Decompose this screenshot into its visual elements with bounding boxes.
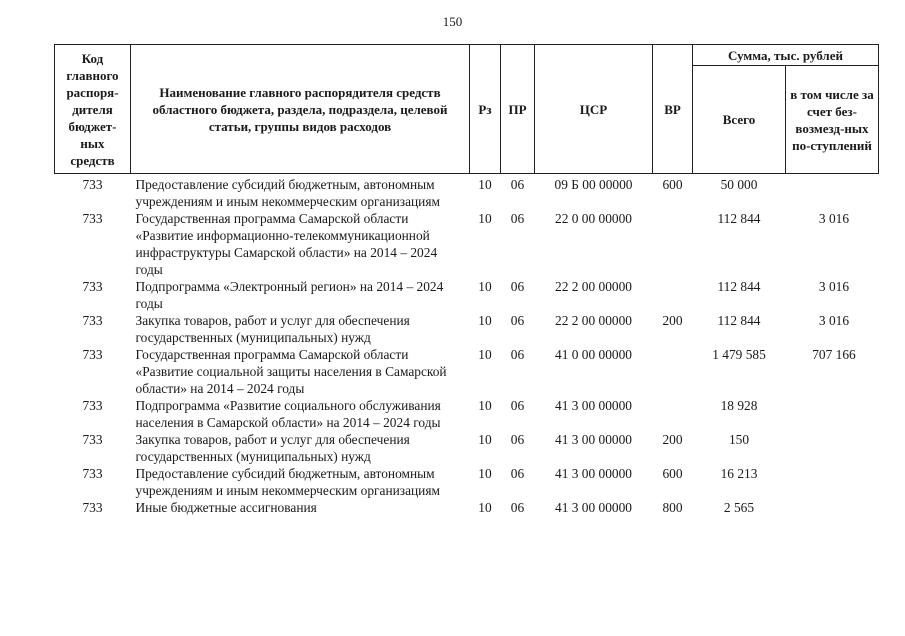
cell-vr — [653, 278, 693, 312]
cell-vr — [653, 397, 693, 431]
header-code: Код главного распоря-дителя бюджет-ных средств — [55, 45, 131, 174]
cell-incl: 3 016 — [818, 279, 850, 294]
table-body — [55, 174, 879, 517]
cell-total: 50 000 — [720, 177, 758, 192]
cell-incl — [786, 397, 879, 431]
cell-pr: 06 — [510, 432, 525, 447]
cell-rz: 10 — [478, 211, 492, 226]
cell-vr: 600 — [662, 466, 683, 481]
cell-pr: 06 — [510, 398, 525, 413]
cell-incl — [786, 465, 879, 499]
cell-pr: 06 — [510, 347, 525, 362]
cell-incl: 3 016 — [818, 211, 850, 226]
cell-total: 2 565 — [723, 500, 755, 515]
cell-rz: 10 — [478, 398, 492, 413]
cell-csr: 22 2 00 00000 — [555, 279, 632, 294]
cell-incl: 707 166 — [812, 347, 856, 362]
cell-name: Закупка товаров, работ и услуг для обеспечения государственных (муниципальных) нужд — [135, 432, 410, 464]
header-name: Наименование главного распорядителя средств областного бюджета, раздела, подраздела, целевой статьи, группы видов расходов — [131, 45, 470, 174]
cell-rz: 10 — [478, 466, 492, 481]
cell-name: Государственная программа Самарской области «Развитие информационно-телекоммуникационной инфраструктуры Самарской области» на 2014 – 2024 годы — [135, 211, 438, 277]
cell-vr: 200 — [662, 313, 683, 328]
cell-code: 733 — [82, 313, 103, 328]
cell-vr — [653, 210, 693, 278]
cell-pr: 06 — [510, 211, 525, 226]
header-sum-group: Сумма, тыс. рублей — [693, 45, 879, 66]
cell-code: 733 — [82, 500, 103, 515]
cell-total: 112 844 — [717, 313, 761, 328]
cell-csr: 41 3 00 00000 — [555, 500, 632, 515]
cell-csr: 22 0 00 00000 — [555, 211, 632, 226]
cell-csr: 09 Б 00 00000 — [554, 177, 633, 192]
cell-vr: 200 — [662, 432, 683, 447]
table-row — [55, 346, 879, 397]
header-rz: Рз — [470, 45, 501, 174]
table-row — [55, 312, 879, 346]
cell-total: 1 479 585 — [712, 347, 766, 362]
cell-rz: 10 — [478, 279, 492, 294]
cell-vr: 800 — [662, 500, 683, 515]
table-row — [55, 431, 879, 465]
header-vr: ВР — [653, 45, 693, 174]
cell-pr: 06 — [510, 466, 525, 481]
table-row — [55, 499, 879, 516]
cell-pr: 06 — [510, 500, 525, 515]
header-total: Всего — [693, 66, 786, 174]
cell-code: 733 — [82, 466, 103, 481]
cell-incl: 3 016 — [818, 313, 850, 328]
table-row — [55, 465, 879, 499]
cell-name: Закупка товаров, работ и услуг для обеспечения государственных (муниципальных) нужд — [135, 313, 410, 345]
cell-incl — [786, 174, 879, 211]
header-csr: ЦСР — [535, 45, 653, 174]
cell-pr: 06 — [510, 177, 525, 192]
table-header — [55, 45, 879, 174]
cell-csr: 41 3 00 00000 — [555, 432, 632, 447]
cell-name: Подпрограмма «Электронный регион» на 2014 – 2024 годы — [135, 279, 444, 311]
cell-csr: 41 0 00 00000 — [555, 347, 632, 362]
cell-rz: 10 — [478, 347, 492, 362]
cell-rz: 10 — [478, 177, 492, 192]
cell-total: 18 928 — [720, 398, 758, 413]
cell-code: 733 — [82, 279, 103, 294]
cell-total: 112 844 — [717, 279, 761, 294]
cell-pr: 06 — [510, 279, 525, 294]
cell-csr: 22 2 00 00000 — [555, 313, 632, 328]
table-row — [55, 397, 879, 431]
cell-incl — [786, 431, 879, 465]
cell-code: 733 — [82, 347, 103, 362]
cell-pr: 06 — [510, 313, 525, 328]
cell-code: 733 — [82, 177, 103, 192]
cell-code: 733 — [82, 432, 103, 447]
cell-rz: 10 — [478, 313, 492, 328]
cell-name: Предоставление субсидий бюджетным, автономным учреждениям и иным некоммерческим организациям — [135, 466, 440, 498]
cell-total: 150 — [728, 432, 750, 447]
cell-total: 16 213 — [720, 466, 758, 481]
cell-rz: 10 — [478, 432, 492, 447]
cell-rz: 10 — [478, 500, 492, 515]
cell-total: 112 844 — [717, 211, 761, 226]
cell-vr — [653, 346, 693, 397]
table-row — [55, 278, 879, 312]
page-number: 150 — [442, 14, 463, 29]
cell-name: Предоставление субсидий бюджетным, автономным учреждениям и иным некоммерческим организациям — [135, 177, 440, 209]
header-pr: ПР — [501, 45, 535, 174]
table-row — [55, 210, 879, 278]
cell-vr: 600 — [662, 177, 683, 192]
table-row — [55, 174, 879, 211]
budget-table — [54, 44, 879, 516]
cell-name: Государственная программа Самарской области «Развитие социальной защиты населения в Самарской области» на 2014 – 2024 годы — [135, 347, 447, 396]
cell-csr: 41 3 00 00000 — [555, 398, 632, 413]
cell-code: 733 — [82, 398, 103, 413]
cell-csr: 41 3 00 00000 — [555, 466, 632, 481]
cell-code: 733 — [82, 211, 103, 226]
cell-name: Иные бюджетные ассигнования — [135, 500, 317, 515]
cell-name: Подпрограмма «Развитие социального обслуживания населения в Самарской области» на 2014 – 2024 годы — [135, 398, 441, 430]
header-incl: в том числе за счет без-возмезд-ных по-ступлений — [786, 66, 879, 174]
cell-incl — [786, 499, 879, 516]
